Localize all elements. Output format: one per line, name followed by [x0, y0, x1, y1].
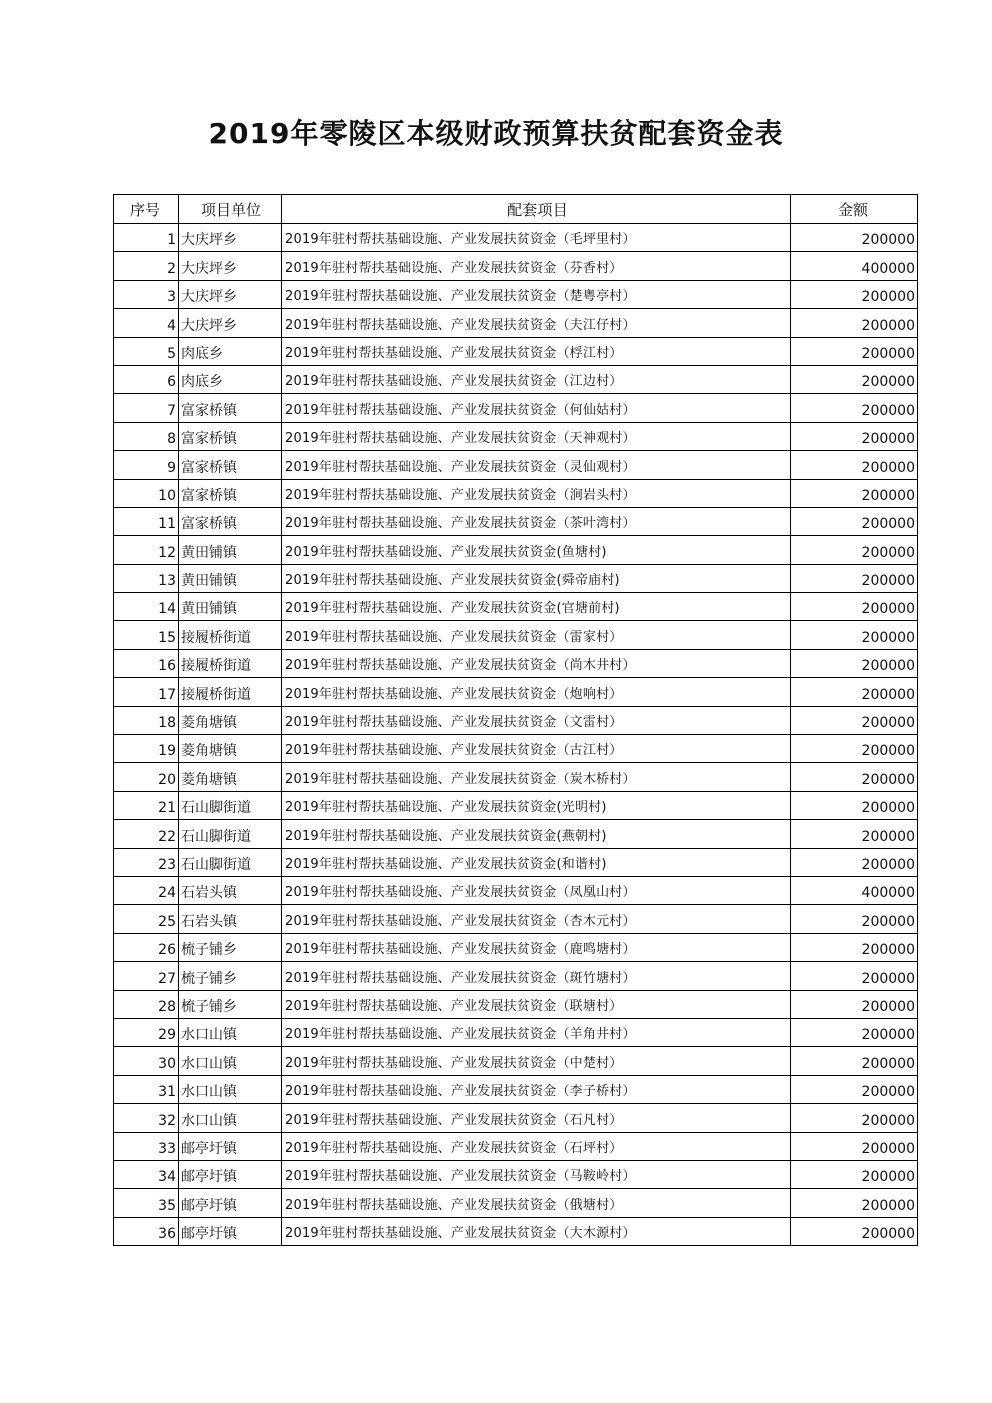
row-item: 2019年驻村帮扶基础设施、产业发展扶贫资金(舜帝庙村)	[282, 564, 791, 592]
row-amount: 200000	[791, 1047, 918, 1075]
table-row	[114, 791, 918, 819]
row-item: 2019年驻村帮扶基础设施、产业发展扶贫资金(鱼塘村)	[282, 536, 791, 564]
row-item: 2019年驻村帮扶基础设施、产业发展扶贫资金（茶叶湾村）	[282, 507, 791, 535]
row-number: 21	[114, 791, 179, 819]
row-amount: 400000	[791, 876, 918, 904]
row-amount: 200000	[791, 564, 918, 592]
row-number: 15	[114, 621, 179, 649]
row-amount: 200000	[791, 678, 918, 706]
row-amount: 200000	[791, 1018, 918, 1046]
row-unit: 肉底乡	[179, 337, 282, 365]
header-amount: 金额	[791, 195, 918, 224]
table-row	[114, 451, 918, 479]
table-row	[114, 224, 918, 252]
row-item: 2019年驻村帮扶基础设施、产业发展扶贫资金（石坪村）	[282, 1132, 791, 1160]
table-row	[114, 1075, 918, 1103]
row-unit: 黄田铺镇	[179, 564, 282, 592]
table-row	[114, 280, 918, 308]
row-item: 2019年驻村帮扶基础设施、产业发展扶贫资金（斑竹塘村）	[282, 962, 791, 990]
row-number: 10	[114, 479, 179, 507]
table-row	[114, 422, 918, 450]
row-unit: 梳子铺乡	[179, 962, 282, 990]
row-unit: 富家桥镇	[179, 394, 282, 422]
row-item: 2019年驻村帮扶基础设施、产业发展扶贫资金（夫江仔村）	[282, 309, 791, 337]
table-row	[114, 990, 918, 1018]
table-row	[114, 1132, 918, 1160]
table-row	[114, 1104, 918, 1132]
row-number: 17	[114, 678, 179, 706]
row-item: 2019年驻村帮扶基础设施、产业发展扶贫资金（雷家村）	[282, 621, 791, 649]
row-item: 2019年驻村帮扶基础设施、产业发展扶贫资金（石凡村）	[282, 1104, 791, 1132]
row-number: 20	[114, 763, 179, 791]
row-unit: 菱角塘镇	[179, 706, 282, 734]
table-row	[114, 1217, 918, 1245]
row-number: 19	[114, 735, 179, 763]
row-unit: 菱角塘镇	[179, 735, 282, 763]
row-amount: 200000	[791, 451, 918, 479]
table-row	[114, 678, 918, 706]
row-number: 29	[114, 1018, 179, 1046]
row-item: 2019年驻村帮扶基础设施、产业发展扶贫资金（天神观村）	[282, 422, 791, 450]
row-number: 3	[114, 280, 179, 308]
row-amount: 200000	[791, 224, 918, 252]
row-number: 31	[114, 1075, 179, 1103]
row-amount: 200000	[791, 1104, 918, 1132]
table-row	[114, 1047, 918, 1075]
row-amount: 200000	[791, 1189, 918, 1217]
header-no: 序号	[114, 195, 179, 224]
row-unit: 邮亭圩镇	[179, 1217, 282, 1245]
row-item: 2019年驻村帮扶基础设施、产业发展扶贫资金（桴江村）	[282, 337, 791, 365]
row-unit: 接履桥街道	[179, 678, 282, 706]
table-body	[114, 224, 918, 1246]
row-amount: 200000	[791, 1075, 918, 1103]
row-amount: 200000	[791, 1217, 918, 1245]
row-amount: 200000	[791, 962, 918, 990]
row-unit: 水口山镇	[179, 1104, 282, 1132]
row-unit: 水口山镇	[179, 1047, 282, 1075]
row-unit: 石岩头镇	[179, 876, 282, 904]
header-item: 配套项目	[282, 195, 791, 224]
row-unit: 邮亭圩镇	[179, 1132, 282, 1160]
row-number: 27	[114, 962, 179, 990]
row-number: 25	[114, 905, 179, 933]
row-item: 2019年驻村帮扶基础设施、产业发展扶贫资金（鹿鸣塘村）	[282, 933, 791, 961]
row-unit: 黄田铺镇	[179, 593, 282, 621]
row-unit: 接履桥街道	[179, 649, 282, 677]
table-row	[114, 933, 918, 961]
table-row	[114, 394, 918, 422]
row-amount: 200000	[791, 536, 918, 564]
table-row	[114, 507, 918, 535]
row-number: 2	[114, 252, 179, 280]
row-number: 33	[114, 1132, 179, 1160]
header-unit: 项目单位	[179, 195, 282, 224]
row-unit: 大庆坪乡	[179, 252, 282, 280]
row-item: 2019年驻村帮扶基础设施、产业发展扶贫资金（江边村）	[282, 365, 791, 393]
row-unit: 富家桥镇	[179, 479, 282, 507]
row-amount: 200000	[791, 365, 918, 393]
table-row	[114, 309, 918, 337]
row-number: 4	[114, 309, 179, 337]
row-unit: 石山脚街道	[179, 848, 282, 876]
row-number: 5	[114, 337, 179, 365]
row-unit: 黄田铺镇	[179, 536, 282, 564]
row-item: 2019年驻村帮扶基础设施、产业发展扶贫资金（涧岩头村）	[282, 479, 791, 507]
row-number: 26	[114, 933, 179, 961]
row-unit: 富家桥镇	[179, 507, 282, 535]
row-unit: 石山脚街道	[179, 820, 282, 848]
row-unit: 邮亭圩镇	[179, 1189, 282, 1217]
row-amount: 400000	[791, 252, 918, 280]
row-item: 2019年驻村帮扶基础设施、产业发展扶贫资金（大木源村）	[282, 1217, 791, 1245]
row-amount: 200000	[791, 820, 918, 848]
row-unit: 大庆坪乡	[179, 309, 282, 337]
row-number: 28	[114, 990, 179, 1018]
table-row	[114, 536, 918, 564]
row-item: 2019年驻村帮扶基础设施、产业发展扶贫资金（马鞍岭村）	[282, 1160, 791, 1188]
row-item: 2019年驻村帮扶基础设施、产业发展扶贫资金(和谐村)	[282, 848, 791, 876]
row-item: 2019年驻村帮扶基础设施、产业发展扶贫资金（毛坪里村）	[282, 224, 791, 252]
row-amount: 200000	[791, 905, 918, 933]
row-amount: 200000	[791, 394, 918, 422]
row-item: 2019年驻村帮扶基础设施、产业发展扶贫资金（羊角井村）	[282, 1018, 791, 1046]
table-row	[114, 1018, 918, 1046]
row-amount: 200000	[791, 621, 918, 649]
row-number: 11	[114, 507, 179, 535]
row-amount: 200000	[791, 593, 918, 621]
row-number: 24	[114, 876, 179, 904]
row-item: 2019年驻村帮扶基础设施、产业发展扶贫资金（文雷村）	[282, 706, 791, 734]
row-unit: 富家桥镇	[179, 422, 282, 450]
row-item: 2019年驻村帮扶基础设施、产业发展扶贫资金(官塘前村)	[282, 593, 791, 621]
row-amount: 200000	[791, 990, 918, 1018]
row-item: 2019年驻村帮扶基础设施、产业发展扶贫资金（古江村）	[282, 735, 791, 763]
row-unit: 石山脚街道	[179, 791, 282, 819]
table-row	[114, 564, 918, 592]
row-number: 34	[114, 1160, 179, 1188]
row-number: 12	[114, 536, 179, 564]
row-number: 36	[114, 1217, 179, 1245]
row-unit: 水口山镇	[179, 1018, 282, 1046]
table-row	[114, 649, 918, 677]
table-row	[114, 1189, 918, 1217]
row-unit: 邮亭圩镇	[179, 1160, 282, 1188]
table-row	[114, 876, 918, 904]
row-amount: 200000	[791, 735, 918, 763]
row-amount: 200000	[791, 337, 918, 365]
row-unit: 肉底乡	[179, 365, 282, 393]
row-item: 2019年驻村帮扶基础设施、产业发展扶贫资金（炭木桥村）	[282, 763, 791, 791]
table-row	[114, 479, 918, 507]
row-item: 2019年驻村帮扶基础设施、产业发展扶贫资金（灵仙观村）	[282, 451, 791, 479]
row-number: 1	[114, 224, 179, 252]
row-number: 14	[114, 593, 179, 621]
row-number: 13	[114, 564, 179, 592]
row-number: 23	[114, 848, 179, 876]
row-amount: 200000	[791, 422, 918, 450]
row-item: 2019年驻村帮扶基础设施、产业发展扶贫资金（杏木元村）	[282, 905, 791, 933]
row-item: 2019年驻村帮扶基础设施、产业发展扶贫资金（芬香村）	[282, 252, 791, 280]
row-number: 6	[114, 365, 179, 393]
table-row	[114, 252, 918, 280]
row-unit: 梳子铺乡	[179, 990, 282, 1018]
row-item: 2019年驻村帮扶基础设施、产业发展扶贫资金（中楚村）	[282, 1047, 791, 1075]
row-number: 9	[114, 451, 179, 479]
table-header-row	[114, 195, 918, 224]
row-number: 16	[114, 649, 179, 677]
table-row	[114, 848, 918, 876]
table-row	[114, 820, 918, 848]
row-unit: 梳子铺乡	[179, 933, 282, 961]
row-unit: 富家桥镇	[179, 451, 282, 479]
row-amount: 200000	[791, 933, 918, 961]
table-row	[114, 763, 918, 791]
table-row	[114, 365, 918, 393]
page-title: 2019年零陵区本级财政预算扶贫配套资金表	[208, 117, 784, 150]
row-amount: 200000	[791, 479, 918, 507]
row-number: 32	[114, 1104, 179, 1132]
row-item: 2019年驻村帮扶基础设施、产业发展扶贫资金(光明村)	[282, 791, 791, 819]
table-row	[114, 735, 918, 763]
row-unit: 接履桥街道	[179, 621, 282, 649]
row-number: 7	[114, 394, 179, 422]
row-unit: 大庆坪乡	[179, 224, 282, 252]
table-row	[114, 593, 918, 621]
row-unit: 大庆坪乡	[179, 280, 282, 308]
row-item: 2019年驻村帮扶基础设施、产业发展扶贫资金（尚木井村）	[282, 649, 791, 677]
row-number: 8	[114, 422, 179, 450]
row-number: 35	[114, 1189, 179, 1217]
budget-table	[113, 194, 918, 1246]
row-item: 2019年驻村帮扶基础设施、产业发展扶贫资金（俄塘村）	[282, 1189, 791, 1217]
row-amount: 200000	[791, 649, 918, 677]
row-amount: 200000	[791, 309, 918, 337]
row-item: 2019年驻村帮扶基础设施、产业发展扶贫资金（楚粤亭村）	[282, 280, 791, 308]
table-row	[114, 706, 918, 734]
row-number: 22	[114, 820, 179, 848]
row-item: 2019年驻村帮扶基础设施、产业发展扶贫资金(燕朝村)	[282, 820, 791, 848]
row-item: 2019年驻村帮扶基础设施、产业发展扶贫资金（李子桥村）	[282, 1075, 791, 1103]
table-row	[114, 905, 918, 933]
row-number: 30	[114, 1047, 179, 1075]
row-amount: 200000	[791, 706, 918, 734]
table-row	[114, 962, 918, 990]
row-amount: 200000	[791, 280, 918, 308]
row-item: 2019年驻村帮扶基础设施、产业发展扶贫资金（凤凰山村）	[282, 876, 791, 904]
row-amount: 200000	[791, 763, 918, 791]
table-row	[114, 621, 918, 649]
table-row	[114, 337, 918, 365]
row-item: 2019年驻村帮扶基础设施、产业发展扶贫资金（联塘村）	[282, 990, 791, 1018]
row-unit: 水口山镇	[179, 1075, 282, 1103]
row-number: 18	[114, 706, 179, 734]
row-item: 2019年驻村帮扶基础设施、产业发展扶贫资金（炮响村）	[282, 678, 791, 706]
row-item: 2019年驻村帮扶基础设施、产业发展扶贫资金（何仙姑村）	[282, 394, 791, 422]
row-amount: 200000	[791, 507, 918, 535]
table-row	[114, 1160, 918, 1188]
row-unit: 石岩头镇	[179, 905, 282, 933]
row-amount: 200000	[791, 848, 918, 876]
row-amount: 200000	[791, 1132, 918, 1160]
row-amount: 200000	[791, 1160, 918, 1188]
row-unit: 菱角塘镇	[179, 763, 282, 791]
row-amount: 200000	[791, 791, 918, 819]
